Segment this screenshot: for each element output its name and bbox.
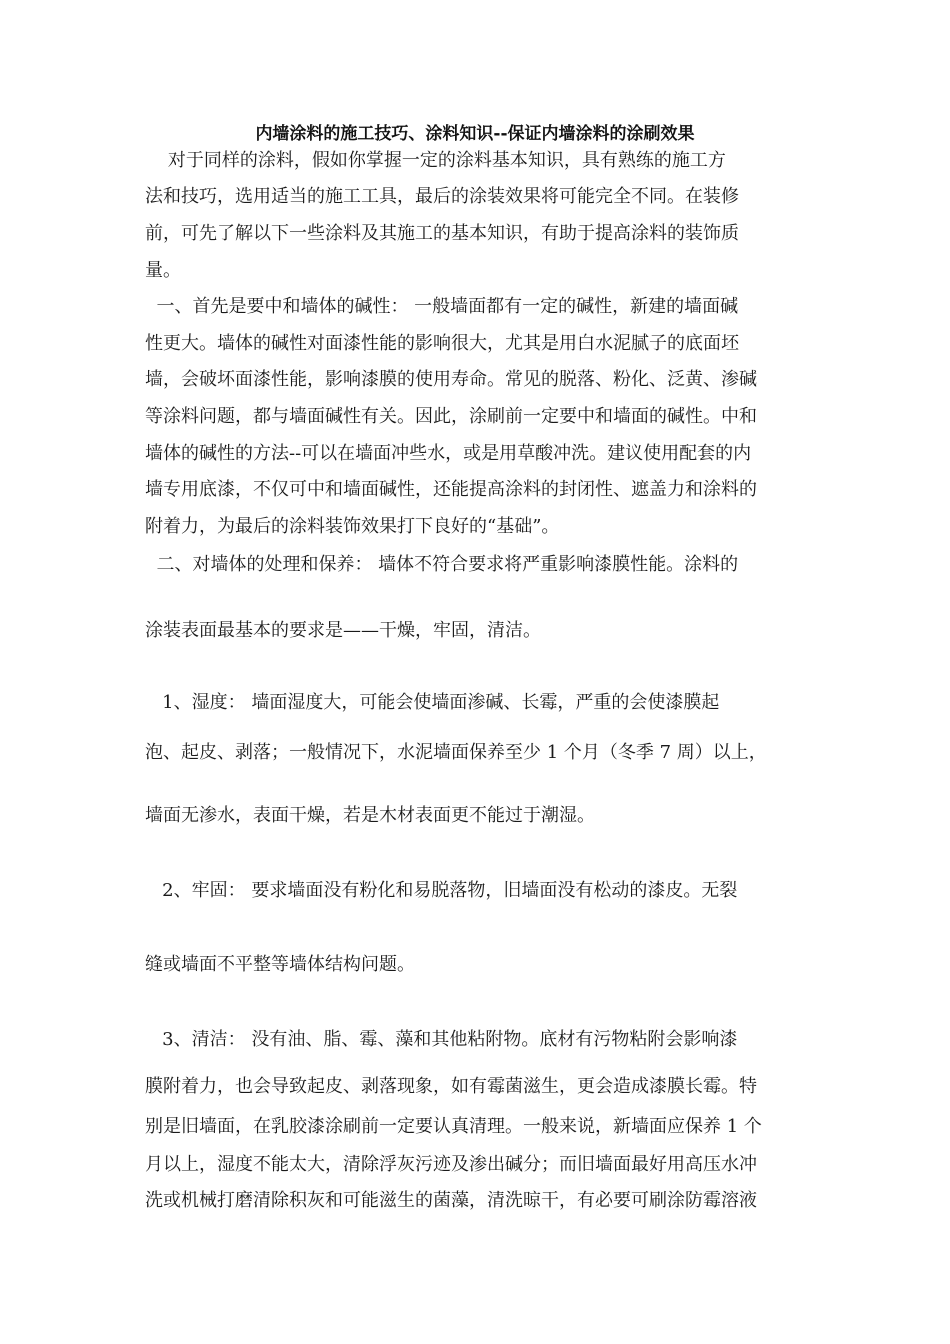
body-line: 量。 — [145, 260, 181, 281]
body-line: 前，可先了解以下一些涂料及其施工的基本知识，有助于提高涂料的装饰质 — [145, 223, 739, 244]
section-2-line: 二、对墙体的处理和保养： 墙体不符合要求将严重影响漆膜性能。涂料的 — [145, 554, 739, 575]
body-line: 附着力，为最后的涂料装饰效果打下良好的“基础”。 — [145, 516, 560, 537]
body-line: 性更大。墙体的碱性对面漆性能的影响很大，尤其是用白水泥腻子的底面坯 — [145, 333, 739, 354]
body-line: 缝或墙面不平整等墙体结构问题。 — [145, 954, 415, 975]
body-line: 法和技巧，选用适当的施工工具，最后的涂装效果将可能完全不同。在装修 — [145, 186, 739, 207]
item-3-line: 3、清洁： 没有油、脂、霉、藻和其他粘附物。底材有污物粘附会影响漆 — [145, 1029, 738, 1050]
body-line: 膜附着力，也会导致起皮、剥落现象，如有霉菌滋生，更会造成漆膜长霉。特 — [145, 1076, 757, 1097]
document-title: 内墙涂料的施工技巧、涂料知识--保证内墙涂料的涂刷效果 — [255, 124, 695, 144]
body-line: 墙体的碱性的方法--可以在墙面冲些水，或是用草酸冲洗。建议使用配套的内 — [145, 443, 752, 464]
body-line: 墙，会破坏面漆性能，影响漆膜的使用寿命。常见的脱落、粉化、泛黄、渗碱 — [145, 369, 757, 390]
item-1-line: 1、湿度： 墙面湿度大，可能会使墙面渗碱、长霉，严重的会使漆膜起 — [145, 692, 720, 713]
body-line: 洗或机械打磨清除积灰和可能滋生的菌藻，清洗晾干，有必要可刷涂防霉溶液 — [145, 1190, 757, 1211]
body-line: 墙专用底漆，不仅可中和墙面碱性，还能提高涂料的封闭性、遮盖力和涂料的 — [145, 479, 757, 500]
item-2-line: 2、牢固： 要求墙面没有粉化和易脱落物，旧墙面没有松动的漆皮。无裂 — [145, 880, 738, 901]
section-1-line: 一、首先是要中和墙体的碱性： 一般墙面都有一定的碱性，新建的墙面碱 — [145, 296, 739, 317]
body-line: 等涂料问题，都与墙面碱性有关。因此，涂刷前一定要中和墙面的碱性。中和 — [145, 406, 757, 427]
body-line: 墙面无渗水，表面干燥，若是木材表面更不能过于潮湿。 — [145, 805, 595, 826]
body-line: 对于同样的涂料，假如你掌握一定的涂料基本知识，具有熟练的施工方 — [145, 150, 726, 171]
body-line: 涂装表面最基本的要求是——干燥，牢固，清洁。 — [145, 620, 541, 641]
body-line: 别是旧墙面，在乳胶漆涂刷前一定要认真清理。一般来说，新墙面应保养 1 个 — [145, 1116, 762, 1137]
body-line: 泡、起皮、剥落；一般情况下，水泥墙面保养至少 1 个月（冬季 7 周）以上， — [145, 742, 767, 763]
body-line: 月以上，湿度不能太大，清除浮灰污迹及渗出碱分；而旧墙面最好用高压水冲 — [145, 1154, 757, 1175]
